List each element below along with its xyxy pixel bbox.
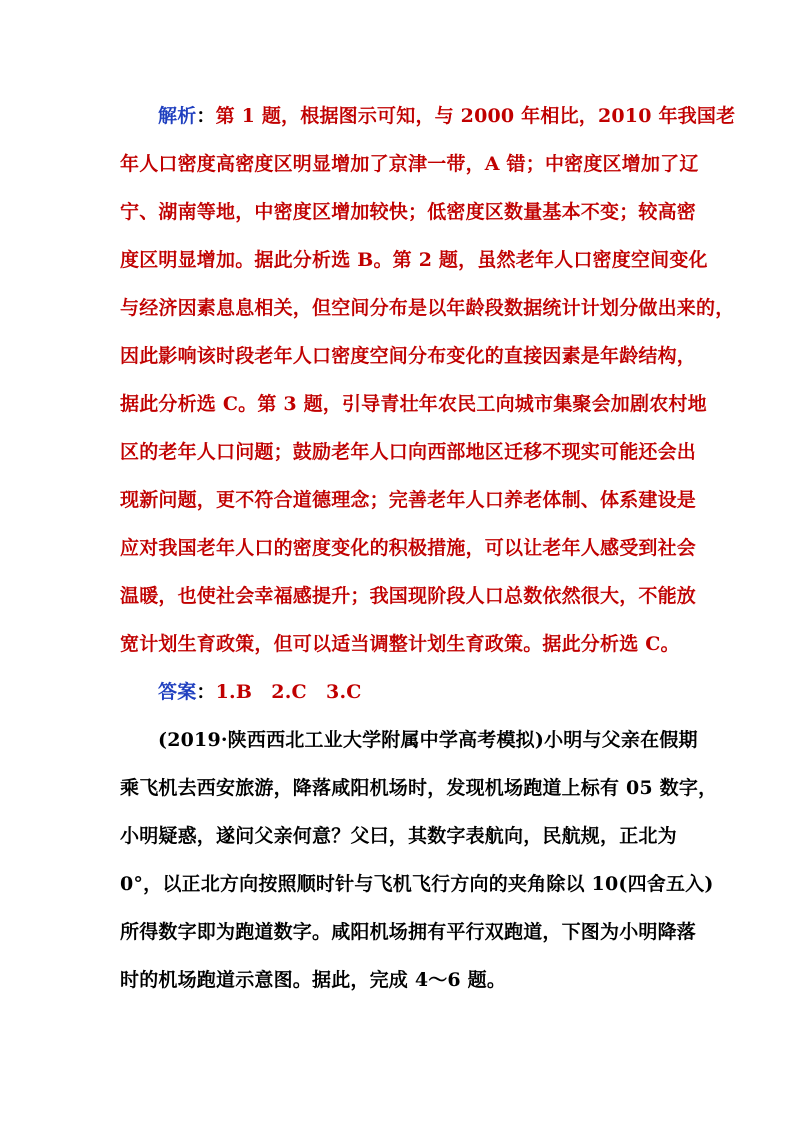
question-line: 乘飞机去西安旅游，降落咸阳机场时，发现机场跑道上标有 05 数字， (120, 777, 718, 799)
answer-colon: ： (196, 681, 216, 703)
analysis-line: 度区明显增加。据此分析选 B。第 2 题，虽然老年人口密度空间变化 (120, 249, 708, 271)
analysis-line: 年人口密度高密度区明显增加了京津一带，A 错；中密度区增加了辽 (120, 153, 699, 175)
analysis-colon: ： (196, 105, 216, 127)
question-line: 小明疑惑，遂问父亲何意？父曰，其数字表航向，民航规，正北为 (120, 825, 677, 847)
analysis-line: 现新问题，更不符合道德理念；完善老年人口养老体制、体系建设是 (120, 489, 697, 511)
analysis-line: 区的老年人口问题；鼓励老年人口向西部地区迁移不现实可能还会出 (120, 441, 697, 463)
analysis-line: 应对我国老年人口的密度变化的积极措施，可以让老年人感受到社会 (120, 537, 697, 559)
analysis-line: 宁、湖南等地，中密度区增加较快；低密度区数量基本不变；较高密 (120, 201, 697, 223)
analysis-line: 宽计划生育政策，但可以适当调整计划生育政策。据此分析选 C。 (120, 633, 680, 655)
answer-label: 答案 (158, 681, 197, 703)
question-line: 时的机场跑道示意图。据此，完成 4～6 题。 (120, 969, 507, 991)
analysis-line: 据此分析选 C。第 3 题，引导青壮年农民工向城市集聚会加剧农村地 (120, 393, 707, 415)
question-line: 所得数字即为跑道数字。咸阳机场拥有平行双跑道，下图为小明降落 (120, 921, 697, 943)
analysis-label: 解析 (158, 105, 197, 127)
answer-line (120, 668, 682, 716)
question-paragraph-first-line: (2019·陕西西北工业大学附属中学高考模拟)小明与父亲在假期 (158, 729, 698, 751)
analysis-text: 第 1 题，根据图示可知，与 2000 年相比，2010 年我国老 (215, 105, 736, 127)
answer-text: 1.B 2.C 3.C (215, 681, 362, 703)
analysis-line: 温暖，也使社会幸福感提升；我国现阶段人口总数依然很大，不能放 (120, 585, 697, 607)
question-line: 0°，以正北方向按照顺时针与飞机飞行方向的夹角除以 10(四舍五入) (120, 873, 714, 895)
analysis-line: 因此影响该时段老年人口密度空间分布变化的直接因素是年龄结构， (120, 345, 697, 367)
analysis-paragraph-first-line (120, 92, 736, 140)
analysis-line: 与经济因素息息相关，但空间分布是以年龄段数据统计计划分做出来的， (120, 297, 735, 319)
document-page (120, 92, 736, 1004)
